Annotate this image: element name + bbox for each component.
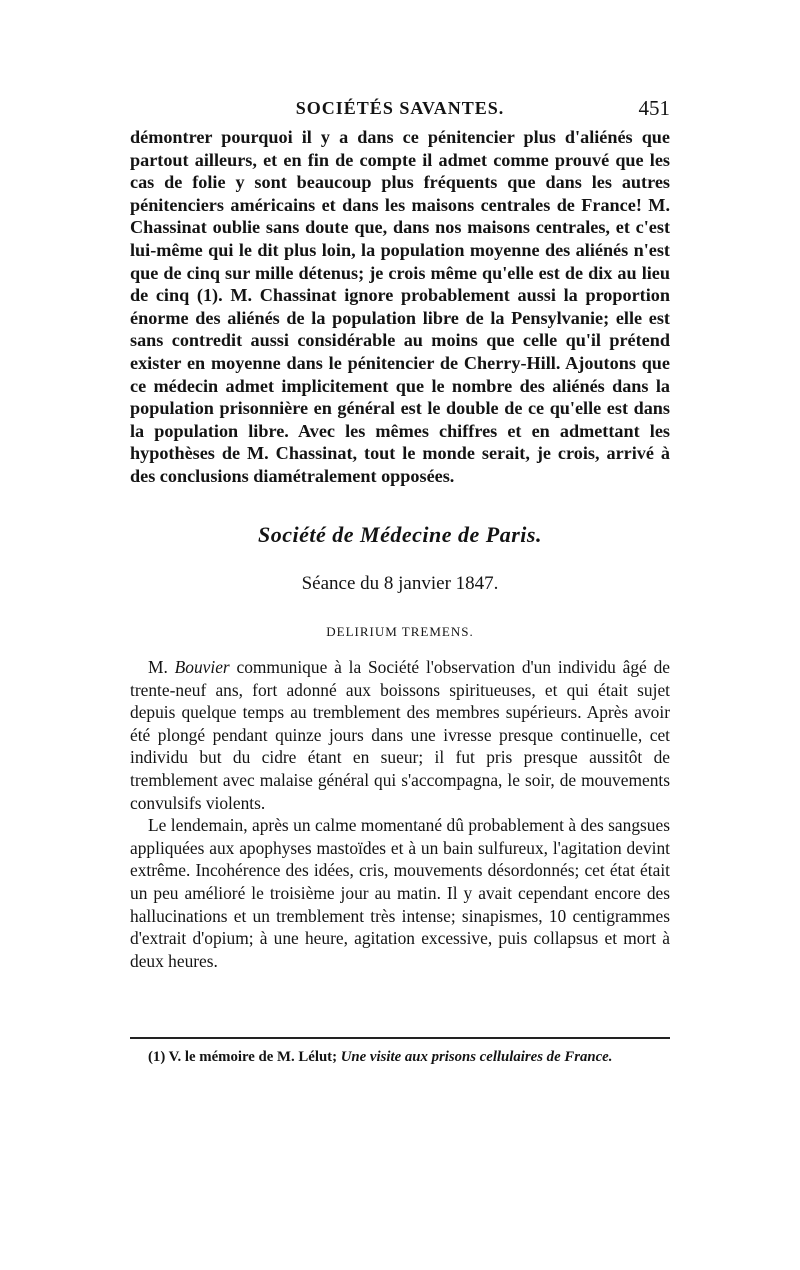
page-number: 451 [638,96,670,120]
running-title: SOCIÉTÉS SAVANTES. [295,98,505,118]
author-name: Bouvier [174,657,230,677]
society-heading: Société de Médecine de Paris. [258,522,542,547]
footnote-prefix: (1) V. le mémoire de M. Lélut; [148,1049,341,1065]
body-prefix: M. [148,657,175,677]
article-body [130,656,670,972]
continued-paragraph [130,126,670,488]
body-text-1: communique à la Société l'observation d'un individu âgé de trente-neuf ans, fort adonné aux boissons spiritueuses, et qui était sujet depuis quelque temps au tremblement des membres supérieurs. Après avoir été plongé pendant quinze jours dans une ivresse presque continuelle, cet individu but du cidre étant en sueur; il fut pris presque aussitôt de tremblement avec malaise général qui s'accompagna, le soir, de mouvements convulsifs violents. [130,657,670,813]
footnote-title: Une visite aux prisons cellulaires de France. [340,1049,613,1065]
footnote-rule [130,1037,670,1039]
session-heading: Séance du 8 janvier 1847. [301,573,499,594]
section-heading: DELIRIUM TREMENS. [326,624,474,639]
body-paragraph-1 [130,656,670,814]
running-head [130,96,670,120]
body-paragraph-2: Le lendemain, après un calme momentané dû probablement à des sangsues appliquées aux apophyses mastoïdes et à un bain sulfureux, l'agitation devint extrême. Incohérence des idées, cris, mouvements désordonnés; cet état était un peu amélioré le troisième jour au matin. Il y avait cependant encore des hallucinations et un tremblement très intense; sinapismes, 10 centigrammes d'extrait d'opium; à une heure, agitation excessive, puis collapsus et mort à deux heures. [130,815,670,971]
footnote [130,1046,670,1068]
paragraph-text: démontrer pourquoi il y a dans ce pénitencier plus d'aliénés que partout ailleurs, et en fin de compte il admet comme prouvé que les cas de folie y sont beaucoup plus fréquents que dans les autres pénitenciers américains et dans les maisons centrales de France! M. Chassinat oublie sans doute que, dans nos maisons centrales, et c'est lui-même qui le dit plus loin, la population moyenne des aliénés n'est que de cinq sur mille détenus; je crois même qu'elle est de dix au lieu de cinq (1). M. Chassinat ignore probablement aussi la proportion énorme des aliénés de la population libre de la Pensylvanie; elle est sans contredit aussi considérable au moins que celle qu'il prétend exister en moyenne dans le pénitencier de Cherry-Hill. Ajoutons que ce médecin admet implicitement que le nombre des aliénés dans la population prisonnière en général est le double de ce qu'elle est dans la population libre. Avec les mêmes chiffres et en admettant les hypothèses de M. Chassinat, tout le monde serait, je crois, arrivé à des conclusions diamétralement opposées. [130,127,670,486]
